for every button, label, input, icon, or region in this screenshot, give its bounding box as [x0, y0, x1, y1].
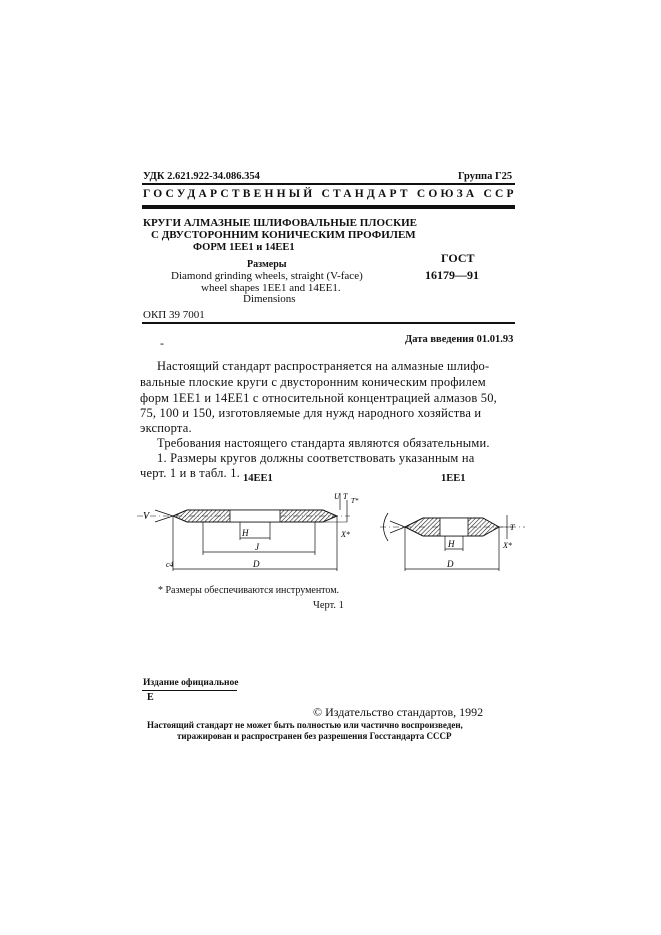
body-p1-line2: вальные плоские круги с двусторонним коническим профилем [140, 375, 486, 389]
header-rule-thick [142, 205, 515, 209]
dim-h-left-label: H [242, 528, 249, 538]
body-p1-line1: Настоящий стандарт распространяется на алмазные шлифо- [157, 359, 490, 373]
body-p2: Требования настоящего стандарта являются обязательными. [157, 436, 490, 450]
state-standard-title: ГОСУДАРСТВЕННЫЙ СТАНДАРТ СОЮЗА ССР [143, 188, 517, 200]
copyright-line: © Издательство стандартов, 1992 [313, 705, 484, 719]
title-line-2: С ДВУСТОРОННИМ КОНИЧЕСКИМ ПРОФИЛЕМ [151, 229, 416, 241]
dim-c-label: c4 [166, 560, 174, 569]
dim-v-label: V [143, 511, 150, 522]
dash-mark: - [160, 336, 164, 350]
header-rule-top [142, 183, 515, 185]
dim-x-star-right-label: X* [503, 541, 512, 550]
title-line-1: КРУГИ АЛМАЗНЫЕ ШЛИФОВАЛЬНЫЕ ПЛОСКИЕ [143, 217, 417, 229]
group-code: Группа Г25 [458, 171, 513, 182]
edition-letter: Е [147, 692, 154, 703]
figure-label-14ee1: 14ЕЕ1 [243, 473, 273, 484]
gost-number: 16179—91 [425, 268, 479, 282]
notice-line-2: тиражирован и распространен без разрешения Госстандарта СССР [177, 731, 452, 741]
okp-rule [142, 322, 515, 324]
dim-u-label: U [334, 492, 340, 501]
okp-code: ОКП 39 7001 [143, 309, 205, 321]
body-p1-line3: форм 1ЕЕ1 и 14ЕЕ1 с относительной концентрацией алмазов 50, [140, 391, 498, 405]
body-p3-line1: 1. Размеры кругов должны соответствовать указанным на [157, 451, 475, 465]
official-rule [142, 690, 237, 691]
dim-j-label: J [255, 542, 259, 552]
intro-date: Дата введения 01.01.93 [405, 334, 514, 345]
body-p1-line4: 75, 100 и 150, изготовляемые для нужд народного хозяйства и [140, 406, 482, 420]
dim-x-star-left-label: X* [341, 530, 350, 539]
dim-t-right-label: T [510, 523, 515, 532]
title-subtitle: Размеры [247, 259, 287, 270]
notice-line-1: Настоящий стандарт не может быть полностью или частично воспроизведен, [147, 720, 463, 730]
figure-label-1ee1: 1ЕЕ1 [441, 473, 466, 484]
dim-h-right-label: H [448, 539, 455, 549]
title-line-3: ФОРМ 1ЕЕ1 и 14ЕЕ1 [193, 242, 295, 253]
dim-d-left-label: D [253, 559, 260, 569]
body-p1-line5: экспорта. [140, 421, 192, 435]
english-title-line-2: wheel shapes 1EE1 and 14EE1. [201, 282, 341, 294]
figure-caption: Черт. 1 [313, 600, 344, 611]
body-p3-line2: черт. 1 и в табл. 1. [140, 466, 240, 480]
udk-code: УДК 2.621.922-34.086.354 [143, 171, 260, 182]
figure-footnote: * Размеры обеспечиваются инструментом. [158, 585, 340, 596]
gost-label: ГОСТ [441, 251, 475, 265]
english-title-line-1: Diamond grinding wheels, straight (V-face) [171, 270, 363, 282]
technical-drawing [135, 485, 525, 580]
dim-d-right-label: D [447, 559, 454, 569]
dim-t-star-label: T* [351, 497, 359, 505]
english-title-line-3: Dimensions [243, 293, 296, 305]
dim-t-left-label: T [343, 492, 348, 501]
official-edition: Издание официальное [143, 678, 239, 688]
